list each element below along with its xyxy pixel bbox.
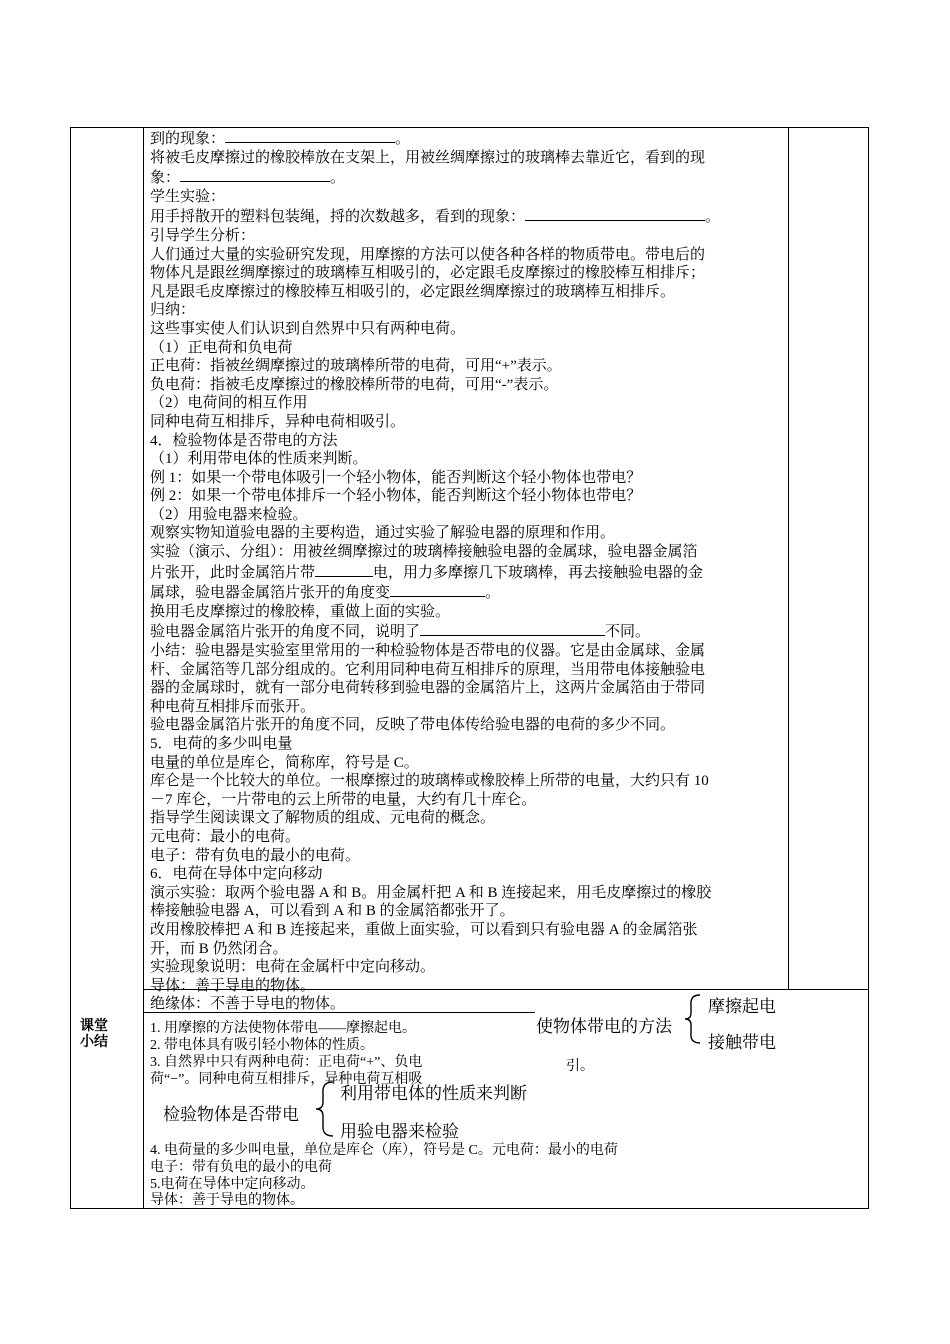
text-line [150,754,782,773]
text-segment: 凡是跟毛皮摩擦过的橡胶棒互相吸引的，必定跟丝绸摩擦过的玻璃棒互相排斥。 [150,283,676,300]
text-line [150,206,782,227]
summary-item-4b: 电子：带有负电的最小的电荷 [150,1160,332,1175]
text-segment: （1）正电荷和负电荷 [150,339,293,356]
text-line [150,283,782,302]
text-segment: 观察实物知道验电器的主要构造，通过实验了解验电器的原理和作用。 [150,525,616,542]
text-segment: 导体：善于导电的物体。 [150,977,316,994]
text-line [150,735,782,754]
text-segment: 人们通过大量的实验研究发现，用摩擦的方法可以使各种各样的物质带电。带电后的 [150,246,706,263]
text-line [150,320,782,339]
text-segment: 用手捋散开的塑料包装绳，捋的次数越多，看到的现象： [150,209,526,226]
summary-item-5b: 导体：善于导电的物体。 [150,1193,304,1208]
text-line [150,227,782,246]
summary-item-5: 5.电荷在导体中定向移动。 [150,1177,315,1192]
text-segment: 归纳： [150,302,196,319]
text-segment: 4．检验物体是否带电的方法 [150,432,338,449]
text-segment: 杆、金属箔等几部分组成的。它利用同种电荷互相排斥的原理，当用带电体接触验电 [150,661,706,678]
text-segment: 电，用力多摩擦几下玻璃棒，再去接触验电器的金 [373,564,704,581]
text-segment: 验电器金属箔片张开的角度不同，反映了带电体传给验电器的电荷的多少不同。 [150,717,676,734]
text-segment: 5．电荷的多少叫电量 [150,736,293,752]
text-line [150,301,782,320]
summary-label-line2: 小结 [80,1034,108,1050]
text-line [150,902,782,921]
lesson-body-text [150,128,782,1014]
text-line [150,940,782,959]
text-segment: 例 1：如果一个带电体吸引一个轻小物体，能否判断这个轻小物体也带电？ [150,469,642,486]
summary-item-3-cont: 荷“−”。同种电荷互相排斥，异种电荷互相吸 [150,1072,423,1087]
brace-icon [313,1080,337,1138]
text-line [150,582,782,603]
text-segment: 象： [150,170,181,187]
text-segment: 片张开，此时金属箔片带 [150,564,316,581]
text-segment: 指导学生阅读课文了解物质的组成、元电荷的概念。 [150,810,496,827]
contact-charging-label: 接触带电 [708,1033,776,1053]
text-line [150,716,782,735]
text-line [150,661,782,680]
friction-charging-label: 摩擦起电 [708,997,776,1017]
text-line [150,543,782,562]
text-segment: 小结：验电器是实验室里常用的一种检验物体是否带电的仪器。它是由金属球、金属 [150,643,706,660]
property-judge-label: 利用带电体的性质来判断 [340,1084,527,1104]
text-segment: 电子：带有负电的最小的电荷。 [150,847,361,864]
text-segment: 电量的单位是库仑，简称库，符号是 C。 [150,754,419,771]
summary-item-1: 1. 用摩擦的方法使物体带电——摩擦起电。 [150,1021,416,1036]
summary-item-4: 4. 电荷量的多少叫电量，单位是库仑（库），符号是 C。元电荷：最小的电荷 [150,1143,618,1158]
text-segment: 改用橡胶棒把 A 和 B 连接起来，重做上面实验，可以看到只有验电器 A 的金属箔张 [150,921,698,938]
summary-label [80,1018,120,1050]
fill-in-blank [225,128,395,143]
text-line [150,167,782,188]
text-line [150,450,782,469]
text-line [150,469,782,488]
fill-in-blank [525,206,705,221]
text-line [150,188,782,207]
text-segment: 属球，验电器金属箔片张开的角度变 [150,585,391,602]
text-segment: （1）利用带电体的性质来判断。 [150,451,368,468]
text-segment: 器的金属球时，就有一部分电荷转移到验电器的金属箔片上，这两片金属箔由于带同 [150,680,706,697]
text-segment: 学生实验： [150,188,226,205]
text-segment: 物体凡是跟丝绸摩擦过的玻璃棒互相吸引的，必定跟毛皮摩擦过的橡胶棒互相排斥； [150,265,706,282]
fill-in-blank [180,167,330,182]
text-line [150,621,782,642]
text-line [150,394,782,413]
fill-in-blank [420,621,605,636]
text-line [150,698,782,717]
summary-item-3: 3. 自然界中只有两种电荷：正电荷“+”、负电 [150,1055,423,1070]
text-line [150,772,782,791]
text-segment: 种电荷互相排斥而张开。 [150,698,316,715]
text-line [150,357,782,376]
text-segment: 库仑是一个比较大的单位。一根摩擦过的玻璃棒或橡胶棒上所带的电量，大约只有 10 [150,773,709,790]
text-segment: 实验现象说明：电荷在金属杆中定向移动。 [150,959,436,976]
text-line [150,847,782,866]
text-segment: 同种电荷互相排斥，异种电荷相吸引。 [150,413,406,430]
text-segment: （2）电荷间的相互作用 [150,395,308,412]
text-segment: －7 库仑，一片带电的云上所带的电量，大约有几十库仑。 [150,791,537,808]
text-line [150,884,782,903]
text-segment: 将被毛皮摩擦过的橡胶棒放在支架上，用被丝绸摩擦过的玻璃棒去靠近它，看到的现 [150,149,706,166]
summary-item-3-end: 引。 [566,1059,594,1074]
text-line [150,809,782,828]
text-segment: 不同。 [605,624,651,641]
summary-item-2: 2. 带电体具有吸引轻小物体的性质。 [150,1038,374,1053]
text-segment: 元电荷：最小的电荷。 [150,828,301,845]
text-line [150,791,782,810]
text-segment: 棒接触验电器 A，可以看到 A 和 B 的金属箔都张开了。 [150,903,515,920]
fill-in-blank [390,582,485,597]
text-segment: 负电荷：指被毛皮摩擦过的橡胶棒所带的电荷，可用“-”表示。 [150,376,559,393]
text-line [150,376,782,395]
fill-in-blank [315,562,373,577]
electroscope-label: 用验电器来检验 [340,1122,459,1142]
text-segment: 例 2：如果一个带电体排斥一个轻小物体，能否判断这个轻小物体也带电？ [150,488,642,505]
text-line [150,487,782,506]
text-segment: （2）用验电器来检验。 [150,506,308,523]
text-segment: 验电器金属箔片张开的角度不同，说明了 [150,624,421,641]
brace-icon [682,993,704,1045]
text-line [150,149,782,168]
text-segment: 演示实验：取两个验电器 A 和 B。用金属杆把 A 和 B 连接起来，用毛皮摩擦过的橡胶 [150,884,712,901]
text-line [150,642,782,661]
text-line [150,828,782,847]
detection-methods-title: 检验物体是否带电 [163,1105,299,1125]
text-segment: 。 [485,585,501,602]
text-segment: 6．电荷在导体中定向移动 [150,866,323,883]
text-line [150,562,782,583]
text-segment: 开，而 B 仍然闭合。 [150,940,288,957]
text-line [150,264,782,283]
text-line [150,339,782,358]
text-segment: 到的现象： [150,131,226,147]
text-segment: 引导学生分析： [150,227,256,244]
text-line [150,413,782,432]
text-line [150,524,782,543]
text-line [150,432,782,451]
text-line [150,679,782,698]
text-segment: 。 [330,170,346,187]
text-segment: 换用毛皮摩擦过的橡胶棒，重做上面的实验。 [150,603,451,620]
text-segment: 。 [395,131,411,147]
text-line [150,246,782,265]
text-segment: 实验（演示、分组）：用被丝绸摩擦过的玻璃棒接触验电器的金属球，验电器金属箔 [150,544,698,561]
text-line [150,506,782,525]
text-line [150,865,782,884]
summary-label-line1: 课堂 [80,1018,108,1034]
text-segment: 正电荷：指被丝绸摩擦过的玻璃棒所带的电荷，可用“+”表示。 [150,358,562,375]
text-segment: 。 [705,209,721,226]
charging-methods-title: 使物体带电的方法 [536,1017,672,1037]
text-line [150,128,782,149]
text-line [150,921,782,940]
text-segment: 这些事实使人们认识到自然界中只有两种电荷。 [150,320,466,337]
text-line [150,603,782,622]
text-line [150,958,782,977]
text-segment: 绝缘体：不善于导电的物体。 [150,996,346,1013]
